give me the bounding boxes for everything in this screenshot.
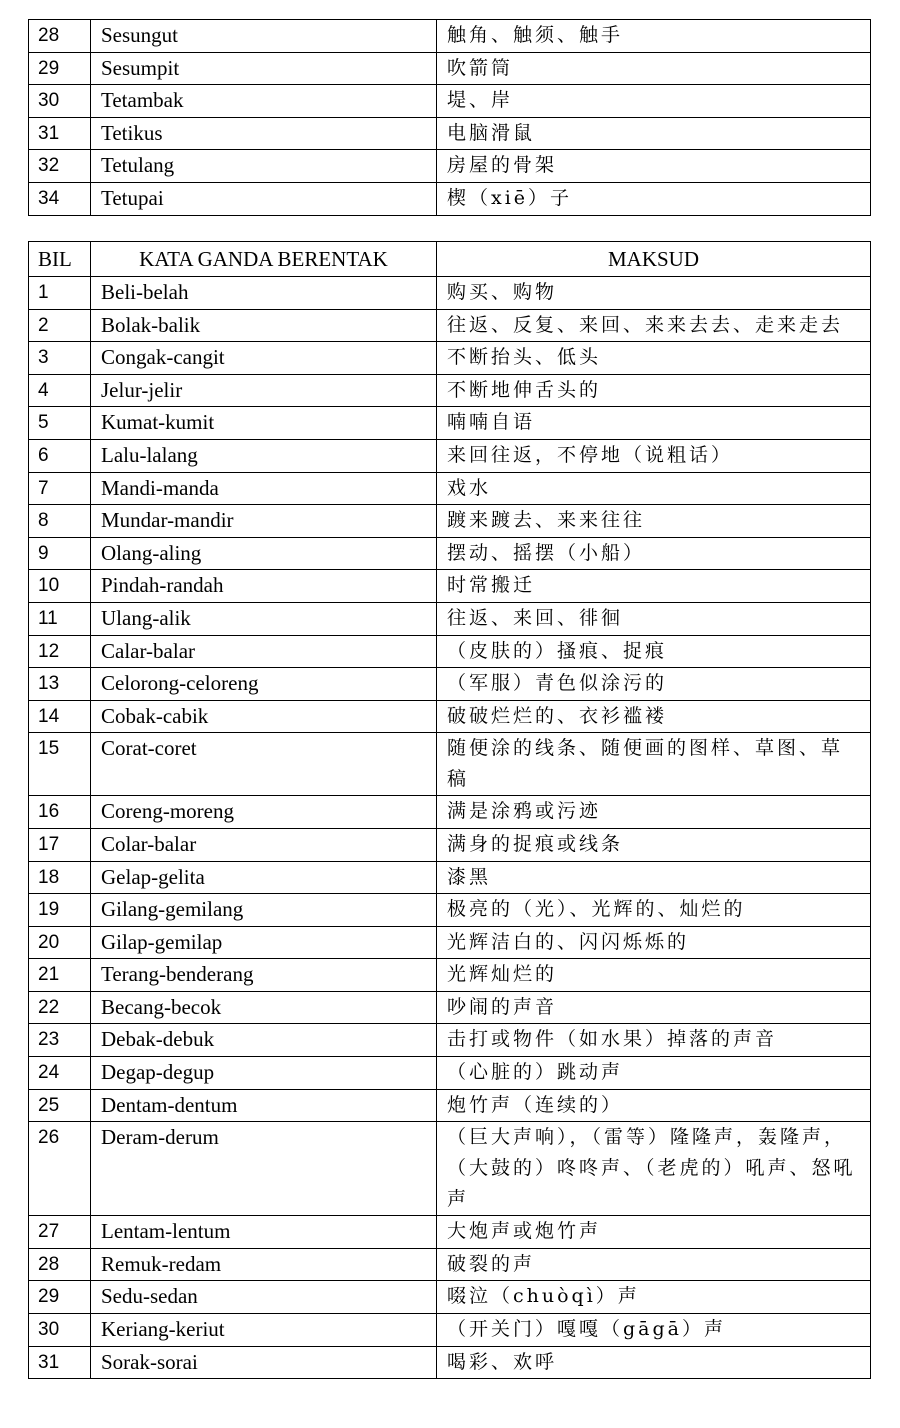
row-number: 29 (29, 1281, 91, 1314)
chinese-meaning: （巨大声响），（雷等）隆隆声，轰隆声，（大鼓的）咚咚声、（老虎的）吼声、怒吼声 (437, 1122, 871, 1216)
chinese-meaning: 不断抬头、低头 (437, 342, 871, 375)
chinese-meaning: 喝彩、欢呼 (437, 1346, 871, 1379)
row-number: 30 (29, 85, 91, 118)
vocabulary-table-continued (28, 19, 871, 216)
malay-word: Sorak-sorai (91, 1346, 437, 1379)
chinese-meaning: 吹箭筒 (437, 52, 871, 85)
chinese-meaning: 摆动、摇摆（小船） (437, 537, 871, 570)
malay-word: Gilang-gemilang (91, 894, 437, 927)
table-row (29, 407, 871, 440)
chinese-meaning: 击打或物件（如水果）掉落的声音 (437, 1024, 871, 1057)
table-row (29, 733, 871, 796)
table-row (29, 537, 871, 570)
malay-word: Ulang-alik (91, 602, 437, 635)
chinese-meaning: 光辉洁白的、闪闪烁烁的 (437, 926, 871, 959)
row-number: 9 (29, 537, 91, 570)
table-row (29, 1216, 871, 1249)
table-row (29, 1281, 871, 1314)
row-number: 7 (29, 472, 91, 505)
table-row (29, 894, 871, 927)
chinese-meaning: 往返、反复、来回、来来去去、走来走去 (437, 309, 871, 342)
table-row (29, 85, 871, 118)
malay-word: Remuk-redam (91, 1248, 437, 1281)
header-bil: BIL (29, 242, 91, 277)
row-number: 2 (29, 309, 91, 342)
table-row (29, 374, 871, 407)
chinese-meaning: 戏水 (437, 472, 871, 505)
table-row (29, 1122, 871, 1216)
table-row (29, 1089, 871, 1122)
row-number: 8 (29, 505, 91, 538)
chinese-meaning: 往返、来回、徘徊 (437, 602, 871, 635)
chinese-meaning: （军服）青色似涂污的 (437, 668, 871, 701)
table-row (29, 472, 871, 505)
malay-word: Sedu-sedan (91, 1281, 437, 1314)
table-row (29, 570, 871, 603)
row-number: 31 (29, 1346, 91, 1379)
chinese-meaning: 极亮的（光）、光辉的、灿烂的 (437, 894, 871, 927)
malay-word: Tetikus (91, 117, 437, 150)
malay-word: Colar-balar (91, 828, 437, 861)
row-number: 24 (29, 1057, 91, 1090)
row-number: 21 (29, 959, 91, 992)
row-number: 22 (29, 991, 91, 1024)
malay-word: Tetambak (91, 85, 437, 118)
chinese-meaning: 时常搬迁 (437, 570, 871, 603)
table-row (29, 277, 871, 310)
row-number: 28 (29, 1248, 91, 1281)
malay-word: Olang-aling (91, 537, 437, 570)
row-number: 23 (29, 1024, 91, 1057)
row-number: 10 (29, 570, 91, 603)
row-number: 1 (29, 277, 91, 310)
chinese-meaning: 吵闹的声音 (437, 991, 871, 1024)
malay-word: Sesungut (91, 20, 437, 53)
header-word: KATA GANDA BERENTAK (91, 242, 437, 277)
row-number: 17 (29, 828, 91, 861)
table-row (29, 991, 871, 1024)
chinese-meaning: 来回往返，不停地（说粗话） (437, 439, 871, 472)
table-row (29, 150, 871, 183)
chinese-meaning: 楔（xiē）子 (437, 182, 871, 215)
malay-word: Cobak-cabik (91, 700, 437, 733)
table-header (29, 242, 871, 277)
row-number: 34 (29, 182, 91, 215)
row-number: 29 (29, 52, 91, 85)
row-number: 4 (29, 374, 91, 407)
row-number: 31 (29, 117, 91, 150)
malay-word: Degap-degup (91, 1057, 437, 1090)
row-number: 25 (29, 1089, 91, 1122)
row-number: 14 (29, 700, 91, 733)
row-number: 32 (29, 150, 91, 183)
chinese-meaning: 房屋的骨架 (437, 150, 871, 183)
row-number: 26 (29, 1122, 91, 1216)
malay-word: Celorong-celoreng (91, 668, 437, 701)
malay-word: Becang-becok (91, 991, 437, 1024)
malay-word: Pindah-randah (91, 570, 437, 603)
malay-word: Calar-balar (91, 635, 437, 668)
table-row (29, 309, 871, 342)
malay-word: Dentam-dentum (91, 1089, 437, 1122)
table-row (29, 861, 871, 894)
table-body (29, 277, 871, 1379)
table-row (29, 20, 871, 53)
chinese-meaning: 不断地伸舌头的 (437, 374, 871, 407)
header-row (29, 242, 871, 277)
table-row (29, 959, 871, 992)
malay-word: Corat-coret (91, 733, 437, 796)
table-row (29, 439, 871, 472)
malay-word: Keriang-keriut (91, 1314, 437, 1347)
row-number: 11 (29, 602, 91, 635)
row-number: 19 (29, 894, 91, 927)
chinese-meaning: 触角、触须、触手 (437, 20, 871, 53)
table-row (29, 796, 871, 829)
malay-word: Kumat-kumit (91, 407, 437, 440)
malay-word: Bolak-balik (91, 309, 437, 342)
malay-word: Gilap-gemilap (91, 926, 437, 959)
chinese-meaning: （皮肤的）搔痕、捉痕 (437, 635, 871, 668)
row-number: 30 (29, 1314, 91, 1347)
malay-word: Debak-debuk (91, 1024, 437, 1057)
table-row (29, 1314, 871, 1347)
row-number: 13 (29, 668, 91, 701)
chinese-meaning: （心脏的）跳动声 (437, 1057, 871, 1090)
table-row (29, 1057, 871, 1090)
chinese-meaning: 购买、购物 (437, 277, 871, 310)
malay-word: Tetulang (91, 150, 437, 183)
malay-word: Sesumpit (91, 52, 437, 85)
table-row (29, 635, 871, 668)
table-row (29, 1346, 871, 1379)
chinese-meaning: 炮竹声（连续的） (437, 1089, 871, 1122)
table-row (29, 505, 871, 538)
chinese-meaning: 破破烂烂的、衣衫褴褛 (437, 700, 871, 733)
chinese-meaning: 啜泣（chuòqì）声 (437, 1281, 871, 1314)
row-number: 15 (29, 733, 91, 796)
table-row (29, 182, 871, 215)
chinese-meaning: 满身的捉痕或线条 (437, 828, 871, 861)
chinese-meaning: 堤、岸 (437, 85, 871, 118)
kata-ganda-berentak-table (28, 241, 871, 1379)
header-meaning: MAKSUD (437, 242, 871, 277)
row-number: 5 (29, 407, 91, 440)
malay-word: Terang-benderang (91, 959, 437, 992)
row-number: 3 (29, 342, 91, 375)
row-number: 6 (29, 439, 91, 472)
chinese-meaning: 光辉灿烂的 (437, 959, 871, 992)
chinese-meaning: 满是涂鸦或污迹 (437, 796, 871, 829)
malay-word: Coreng-moreng (91, 796, 437, 829)
chinese-meaning: 随便涂的线条、随便画的图样、草图、草稿 (437, 733, 871, 796)
table-row (29, 117, 871, 150)
chinese-meaning: 喃喃自语 (437, 407, 871, 440)
malay-word: Tetupai (91, 182, 437, 215)
chinese-meaning: 漆黑 (437, 861, 871, 894)
row-number: 16 (29, 796, 91, 829)
malay-word: Mandi-manda (91, 472, 437, 505)
chinese-meaning: 破裂的声 (437, 1248, 871, 1281)
row-number: 20 (29, 926, 91, 959)
table-row (29, 1248, 871, 1281)
malay-word: Jelur-jelir (91, 374, 437, 407)
table-row (29, 342, 871, 375)
malay-word: Beli-belah (91, 277, 437, 310)
chinese-meaning: 大炮声或炮竹声 (437, 1216, 871, 1249)
table-row (29, 602, 871, 635)
malay-word: Congak-cangit (91, 342, 437, 375)
chinese-meaning: 踱来踱去、来来往往 (437, 505, 871, 538)
malay-word: Deram-derum (91, 1122, 437, 1216)
malay-word: Gelap-gelita (91, 861, 437, 894)
row-number: 28 (29, 20, 91, 53)
table-row (29, 668, 871, 701)
malay-word: Mundar-mandir (91, 505, 437, 538)
chinese-meaning: 电脑滑鼠 (437, 117, 871, 150)
row-number: 12 (29, 635, 91, 668)
table-row (29, 926, 871, 959)
table-row (29, 52, 871, 85)
table-row (29, 700, 871, 733)
row-number: 18 (29, 861, 91, 894)
malay-word: Lalu-lalang (91, 439, 437, 472)
table-row (29, 1024, 871, 1057)
table-body (29, 20, 871, 216)
table-row (29, 828, 871, 861)
malay-word: Lentam-lentum (91, 1216, 437, 1249)
chinese-meaning: （开关门）嘎嘎（gāgā）声 (437, 1314, 871, 1347)
row-number: 27 (29, 1216, 91, 1249)
